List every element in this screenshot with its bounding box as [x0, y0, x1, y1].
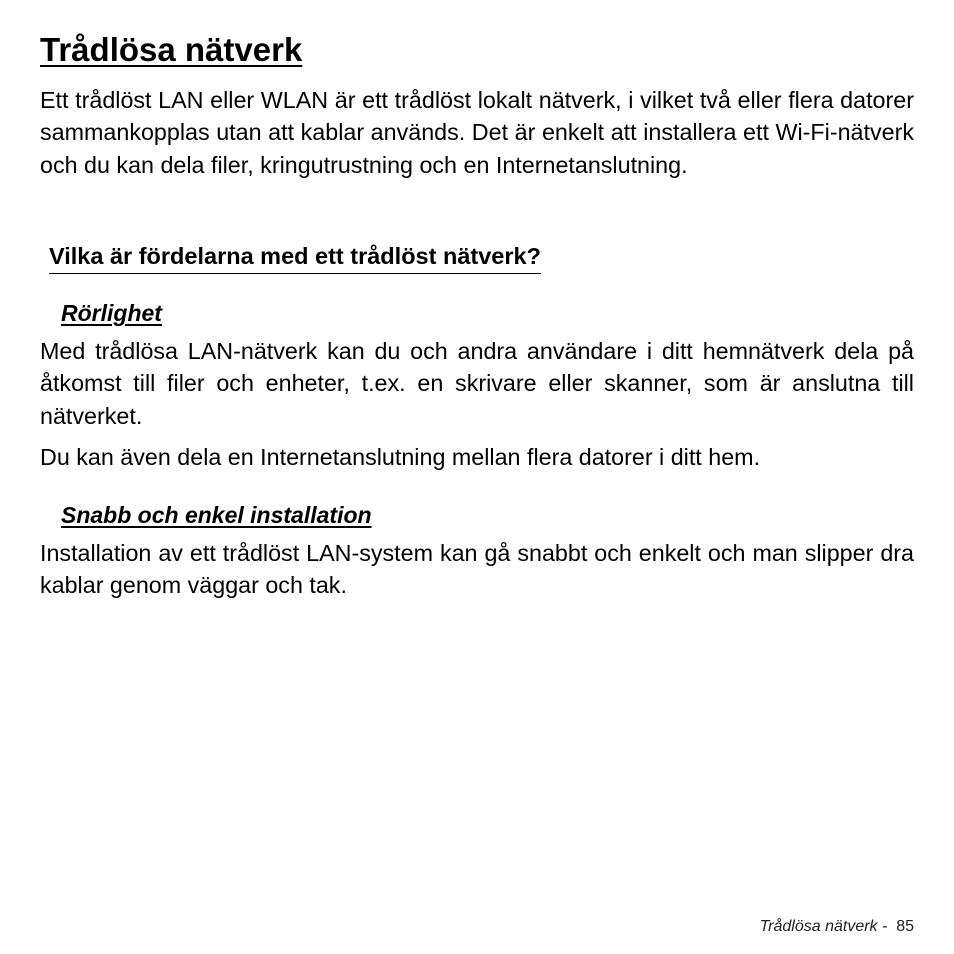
mobility-paragraph-1: Med trådlösa LAN-nätverk kan du och andra användare i ditt hemnätverk dela på åtkomst till filer och enheter, t.ex. en skrivare eller skanner, som är anslutna till nätverket.: [40, 338, 914, 429]
mobility-paragraph-2: Du kan även dela en Internetanslutning mellan flera datorer i ditt hem.: [40, 444, 761, 470]
intro-paragraph: Ett trådlöst LAN eller WLAN är ett trådlöst lokalt nätverk, i vilket två eller flera datorer sammankopplas utan att kablar används. Det är enkelt att installera ett Wi-Fi-nätverk och du kan dela filer, kringutrustning och en Internetanslutning.: [40, 87, 914, 178]
page-title: Trådlösa nätverk: [40, 31, 303, 68]
installation-paragraph: Installation av ett trådlöst LAN-system kan gå snabbt och enkelt och man slipper dra kablar genom väggar och tak.: [40, 540, 914, 599]
page-number: 85: [896, 918, 914, 935]
subsection-heading-installation: Snabb och enkel installation: [61, 502, 372, 528]
subsection-heading-mobility: Rörlighet: [61, 300, 162, 326]
page-footer: [760, 917, 914, 937]
footer-section-title: Trådlösa nätverk -: [759, 918, 888, 935]
section-heading: Vilka är fördelarna med ett trådlöst nätverk?: [49, 240, 541, 274]
